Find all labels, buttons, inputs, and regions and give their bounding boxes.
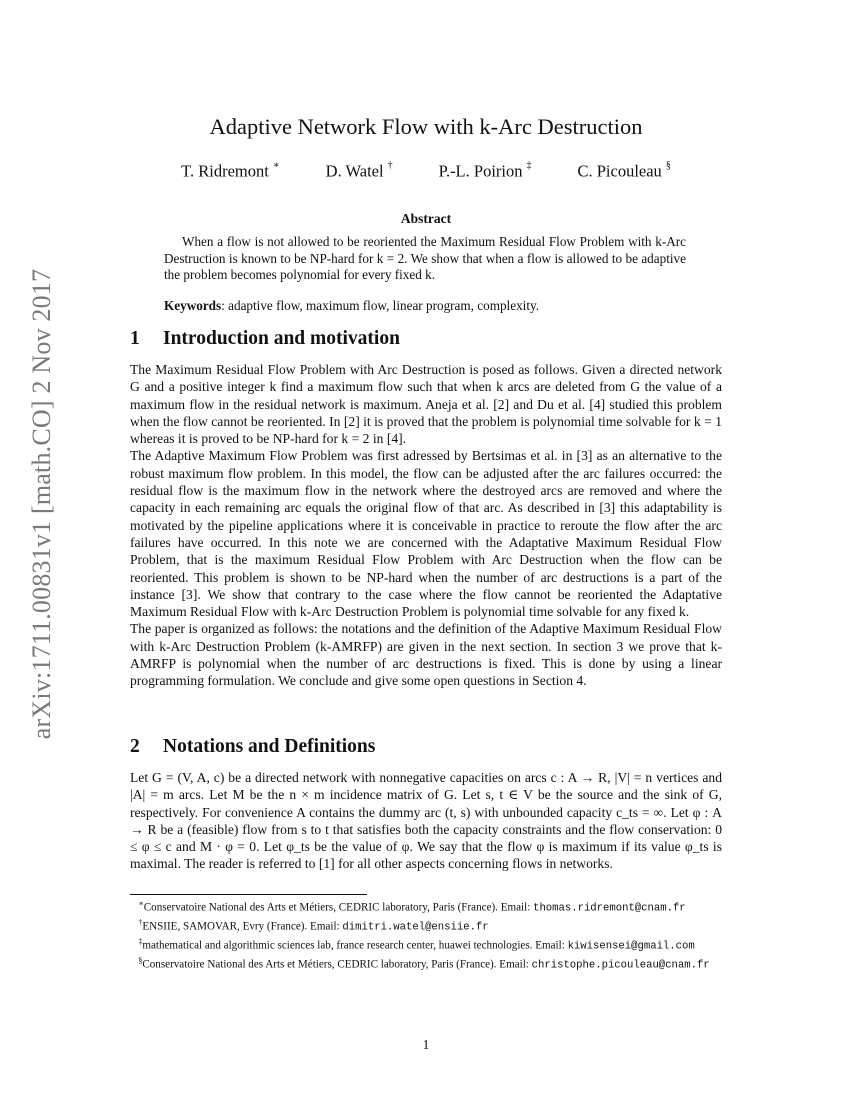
author: T. Ridremont ∗ <box>181 160 280 181</box>
paragraph: The Maximum Residual Flow Problem with Arc Destruction is posed as follows. Given a directed network G and a positive integer k find a maximum flow such that when k arcs are deleted from G the value of a maximum flow in the residual network is maximum. Aneja et al. [2] and Du et al. [4] studied this problem when the flow cannot be reoriented. In [2] it is proved that the problem is polynomial time solvable for k = 1 whereas it is proved to be NP-hard for k = 2 in [4]. <box>130 362 722 447</box>
footnote: §Conservatoire National des Arts et Métiers, CEDRIC laboratory, Paris (France). Email: christophe.picouleau@cnam.fr <box>138 956 710 972</box>
abstract <box>164 234 686 314</box>
footnote-rule <box>130 894 367 895</box>
section-heading: 2 Notations and Definitions <box>130 736 376 757</box>
page-number: 1 <box>422 1037 430 1052</box>
footnote: ∗Conservatoire National des Arts et Métiers, CEDRIC laboratory, Paris (France). Email: thomas.ridremont@cnam.fr <box>138 899 686 915</box>
author: C. Picouleau § <box>577 160 671 181</box>
section-heading: 1 Introduction and motivation <box>130 328 400 349</box>
arxiv-identifier <box>20 247 64 760</box>
section-body <box>130 361 722 690</box>
footnote: ‡mathematical and algorithmic sciences lab, france research center, huawei technologies. Email: kiwisensei@gmail.com <box>138 937 695 953</box>
email: dimitri.watel@ensiie.fr <box>342 921 489 934</box>
author: D. Watel † <box>325 160 393 181</box>
paper-title: Adaptive Network Flow with k-Arc Destruction <box>209 114 643 139</box>
abstract-heading: Abstract <box>400 211 452 226</box>
email: thomas.ridremont@cnam.fr <box>533 902 686 915</box>
paragraph: Let G = (V, A, c) be a directed network with nonnegative capacities on arcs c : A → R, |V| = n vertices and |A| = m arcs. Let M be the n × m incidence matrix of G. Let s, t ∈ V be the source and the sink of G, respectively. For convenience A contains the dummy arc (t, s) with unbounded capacity c_ts = ∞. Let φ : A → R be a (feasible) flow from s to t that satisfies both the capacity constraints and the flow conservation: 0 ≤ φ ≤ c and M · φ = 0. Let φ_ts be the value of φ. We say that the flow φ is maximum if its value φ_ts is maximal. The reader is referred to [1] for all other aspects concerning flows in networks. <box>130 770 722 872</box>
email: christophe.picouleau@cnam.fr <box>531 959 710 972</box>
arxiv-identifier-text: arXiv:1711.00831v1 [math.CO] 2 Nov 2017 <box>27 268 56 739</box>
paragraph: The Adaptive Maximum Flow Problem was first adressed by Bertsimas et al. in [3] as an alternative to the robust maximum flow problem. In this model, the flow can be adjusted after the arc failures occurred: the residual flow is the maximum flow in the network where the destroyed arcs are removed and where the capacity in each remaining arc equals the original flow of that arc. As described in [3] this adaptability is motivated by the pipeline applications where it is conceivable in practice to reroute the flow after the arc failures have occurred. In this note we are concerned with the Adaptative Maximum Residual Flow Problem, that is the maximum Residual Flow Problem with Arc Destruction when the flow can be reoriented. This problem is shown to be NP-hard when the number of arc destructions is a part of the instance [3]. We show that contrary to the case where the flow cannot be reoriented the Adaptative Maximum Residual Flow with k-Arc Destruction Problem is polynomial time solvable for any fixed k. <box>130 448 722 620</box>
footnote: †ENSIIE, SAMOVAR, Evry (France). Email: dimitri.watel@ensiie.fr <box>138 918 489 934</box>
author: P.-L. Poirion ‡ <box>438 160 532 181</box>
abstract-text: When a flow is not allowed to be reoriented the Maximum Residual Flow Problem with k-Arc Destruction is known to be NP-hard for k = 2. We show that when a flow is allowed to be adaptive the problem becomes polynomial for every fixed k. <box>164 234 686 282</box>
paragraph: The paper is organized as follows: the notations and the definition of the Adaptive Maximum Residual Flow with k-Arc Destruction Problem (k-AMRFP) are given in the next section. In section 3 we prove that k-AMRFP is polynomial when the number of arc destructions is fixed. This is done by using a linear programming formulation. We conclude and give some open questions in Section 4. <box>130 621 722 689</box>
author-list <box>130 157 722 183</box>
section-body <box>130 769 722 873</box>
footnotes <box>130 897 722 973</box>
email: kiwisensei@gmail.com <box>567 940 695 953</box>
keywords: Keywords: adaptive flow, maximum flow, linear program, complexity. <box>164 297 540 313</box>
